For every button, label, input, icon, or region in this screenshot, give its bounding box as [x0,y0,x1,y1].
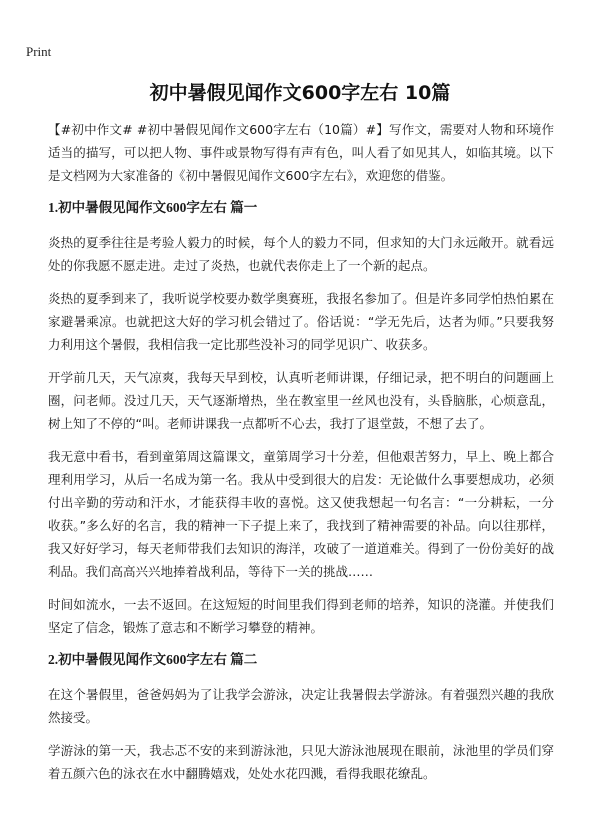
paragraph: 炎热的夏季往往是考验人毅力的时候，每个人的毅力不同，但求知的大门永远敞开。就看远处的你我愿不愿走进。走过了炎热，也就代表你走上了一个新的起点。 [48,235,554,273]
paragraph: 学游泳的第一天，我忐忑不安的来到游泳池，只见大游泳池展现在眼前，泳池里的学员们穿着五颜六色的泳衣在水中翻腾嬉戏，处处水花四溅，看得我眼花缭乱。 [48,743,554,781]
paragraph: 开学前几天，天气凉爽，我每天早到校，认真听老师讲课，仔细记录，把不明白的问题画上圈，问老师。没过几天，天气逐渐增热，坐在教室里一丝风也没有，头昏脑胀，心烦意乱，树上知了不停的“叫。老师讲课我一点都听不心去，我打了退堂鼓，不想了去了。 [48,370,554,431]
section-heading: 2.初中暑假见闻作文600字左右 篇二 [48,652,258,667]
paragraph: 炎热的夏季到来了，我听说学校要办数学奥赛班，我报名参加了。但是许多同学怕热怕累在家避暑乘凉。也就把这大好的学习机会错过了。俗话说：“学无先后，达者为师。”只要我努力利用这个暑假，我相信我一定比那些没补习的同学见识广、收获多。 [48,291,554,352]
paragraph: 在这个暑假里，爸爸妈妈为了让我学会游泳，决定让我暑假去学游泳。有着强烈兴趣的我欣然接受。 [48,687,554,725]
intro-paragraph: 【#初中作文# #初中暑假见闻作文600字左右（10篇）#】写作文，需要对人物和环境作适当的描写，可以把人物、事件或景物写得有声有色，叫人看了如见其人，如临其境。以下是文档网为大家准备的《初中暑假见闻作文600字左右》，欢迎您的借鉴。 [48,122,554,183]
paragraph: 我无意中看书，看到童第周这篇课文，童第周学习十分差，但他艰苦努力，早上、晚上都合理利用学习，从后一名成为第一名。我从中受到很大的启发：无论做什么事要想成功，必须付出辛勤的劳动和汗水，才能获得丰收的喜悦。这又使我想起一句名言：“一分耕耘，一分收获。”多么好的名言，我的精神一下子提上来了，我找到了精神需要的补品。向以往那样，我又好好学习，每天老师带我们去知识的海洋，攻破了一道道难关。得到了一份份美好的战利品。我们高高兴兴地捧着战利品，等待下一关的挑战…… [48,449,554,579]
document-body [48,118,554,795]
print-link[interactable]: Print [26,44,52,59]
section-heading: 1.初中暑假见闻作文600字左右 篇一 [48,200,258,215]
page-title: 初中暑假见闻作文600字左右 10篇 [149,82,451,104]
paragraph: 时间如流水，一去不返回。在这短短的时间里我们得到老师的培养，知识的浇灌。并使我们坚定了信念，锻炼了意志和不断学习攀登的精神。 [48,597,554,635]
